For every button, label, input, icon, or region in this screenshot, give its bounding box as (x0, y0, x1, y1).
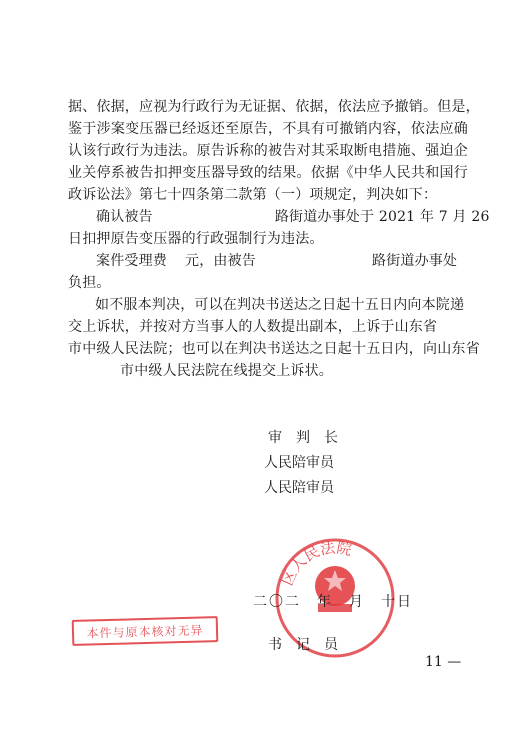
fee-line-2: 负担。 (68, 275, 111, 291)
juror1-label: 人民陪审员 (264, 455, 334, 471)
appeal-line-2: 交上诉状，并按对方当事人的人数提出副本，上诉于山东省 (68, 319, 438, 335)
body-line-4: 业关停系被告扣押变压器导致的结果。依据《中华人民共和国行 (68, 165, 468, 181)
body-line-5: 政诉讼法》第七十四条第二款第（一）项规定，判决如下： (68, 187, 438, 203)
verdict-line-2: 日扣押原告变压器的行政强制行为违法。 (68, 231, 324, 247)
juror2-label: 人民陪审员 (264, 480, 334, 496)
verdict-text-b: 路街道办事处于 2021 年 7 月 26 (274, 209, 490, 225)
body-line-3: 认该行政行为违法。原告诉称的被告对其采取断电措施、强迫企 (68, 143, 468, 159)
judgment-date: 二〇二 年 月 十日 (253, 594, 413, 610)
verdict-text-a: 确认被告 (96, 209, 153, 225)
fee-text-c: 路街道办事处 (372, 253, 458, 269)
fee-text-b: 元，由被告 (185, 253, 256, 269)
fee-line (96, 250, 468, 272)
verdict-line-1 (96, 206, 490, 228)
presiding-judge-label: 审 判 长 (268, 430, 338, 446)
appeal-line-4: 市中级人民法院在线提交上诉状。 (120, 363, 333, 379)
body-line-2: 鉴于涉案变压器已经返还至原告，不具有可撤销内容，依法应确 (68, 121, 468, 137)
appeal-line-3: 市中级人民法院；也可以在判决书送达之日起十五日内，向山东省 (68, 341, 480, 357)
fee-text-a: 案件受理费 (96, 253, 167, 269)
page-number: 11 — (425, 654, 462, 670)
clerk-label: 书 记 员 (268, 637, 338, 653)
body-line-1: 据、依据，应视为行政行为无证据、依据，依法应予撤销。但是， (68, 99, 480, 115)
copy-verification-stamp: 本件与原本核对无异 (72, 616, 219, 646)
seal-text: 区人民法院 (278, 538, 354, 589)
appeal-line-1: 如不服本判决，可以在判决书送达之日起十五日内向本院递 (95, 297, 465, 313)
